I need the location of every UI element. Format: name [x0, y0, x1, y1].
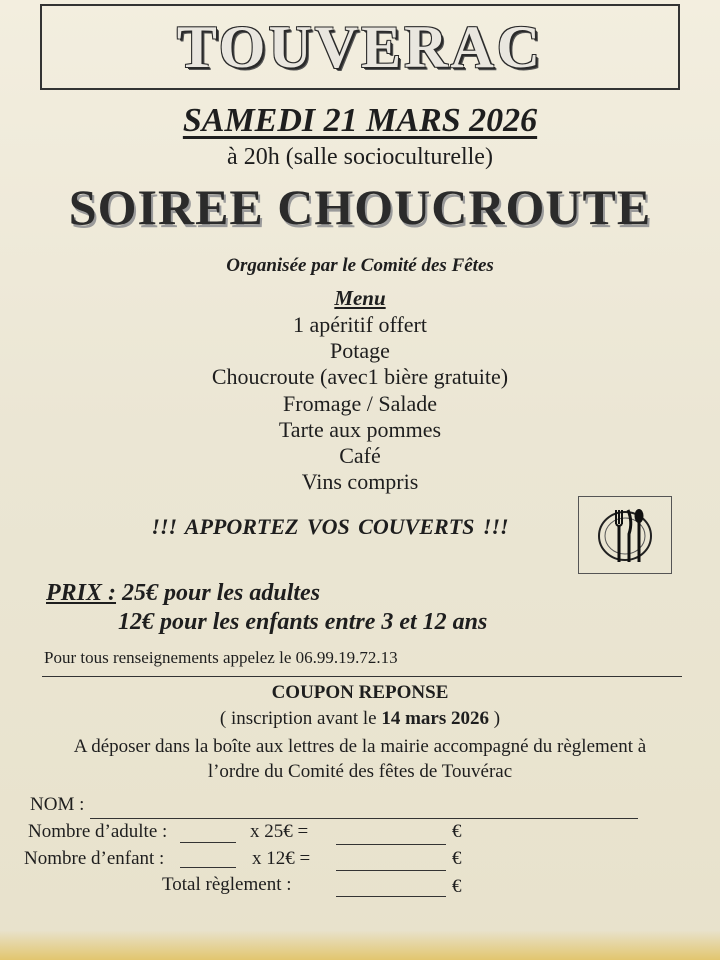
- total-amount-field[interactable]: [336, 896, 446, 897]
- event-title: SOIREE CHOUCROUTE: [68, 179, 652, 235]
- price-adults-text: 25€ pour les adultes: [122, 580, 321, 606]
- bring-cutlery-notice: !!! APPORTEZ VOS COUVERTS !!!: [151, 514, 509, 539]
- price-adults: [46, 580, 320, 607]
- coupon-deadline: [0, 708, 720, 730]
- menu-item: Choucroute (avec1 bière gratuite): [211, 364, 509, 390]
- cutlery-box: [578, 496, 672, 574]
- price-children: 12€ pour les enfants entre 3 et 12 ans: [118, 609, 488, 635]
- title-box: [40, 4, 680, 90]
- event-date: SAMEDI 21 MARS 2026: [182, 102, 538, 139]
- menu-item: Potage: [330, 338, 390, 364]
- adults-amount-field[interactable]: [336, 844, 446, 845]
- children-label: Nombre d’enfant :: [24, 848, 165, 869]
- children-amount-field[interactable]: [336, 870, 446, 871]
- adults-count-field[interactable]: [180, 842, 236, 843]
- total-label: Total règlement :: [162, 874, 292, 895]
- instruction-line: A déposer dans la boîte aux lettres de la mairie accompagné du règlement à: [73, 736, 647, 757]
- plate-fork-knife-icon: [585, 502, 665, 568]
- adults-price: x 25€ =: [250, 821, 309, 842]
- town-title: TOUVERAC: [176, 13, 544, 80]
- instruction-line: l’ordre du Comité des fêtes de Touvérac: [207, 761, 513, 782]
- adults-label: Nombre d’adulte :: [28, 821, 168, 842]
- menu-item: 1 apéritif offert: [293, 312, 427, 337]
- children-price: x 12€ =: [252, 848, 311, 869]
- menu-item: Café: [339, 443, 381, 469]
- total-currency: €: [452, 876, 462, 897]
- name-field[interactable]: [90, 818, 638, 819]
- children-currency: €: [452, 848, 462, 869]
- menu-item: Tarte aux pommes: [278, 416, 442, 442]
- name-label: NOM :: [30, 794, 85, 815]
- coupon-instructions: [0, 734, 720, 784]
- deadline-suffix: ): [489, 708, 501, 729]
- deadline-prefix: ( inscription avant le: [219, 708, 382, 729]
- menu-title: Menu: [334, 286, 386, 310]
- event-time-place: à 20h (salle socioculturelle): [227, 144, 493, 170]
- price-label: PRIX :: [46, 580, 117, 606]
- adults-currency: €: [452, 821, 462, 842]
- menu-item: Vins compris: [301, 469, 419, 495]
- divider-line: [42, 676, 682, 677]
- menu-list: [0, 312, 720, 495]
- contact-info: Pour tous renseignements appelez le 06.99.19.72.13: [44, 648, 398, 667]
- coupon-title: COUPON REPONSE: [271, 682, 449, 703]
- deadline-date: 14 mars 2026: [381, 708, 490, 729]
- children-count-field[interactable]: [180, 867, 236, 868]
- organizer-text: Organisée par le Comité des Fêtes: [226, 255, 494, 276]
- menu-item: Fromage / Salade: [283, 390, 437, 416]
